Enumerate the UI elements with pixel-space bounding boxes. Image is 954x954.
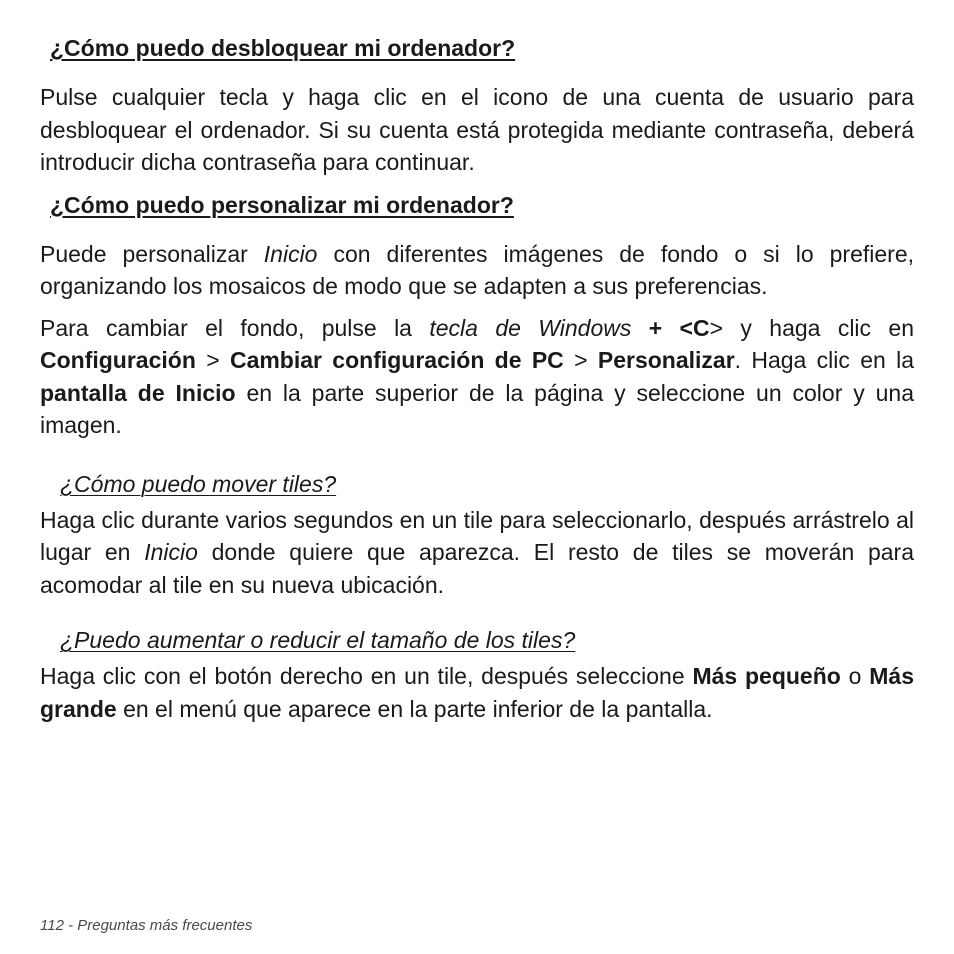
subsection-heading-resize-tiles: ¿Puedo aumentar o reducir el tamaño de los tiles? — [60, 627, 576, 653]
text-run: con diferentes imágenes de fondo o si lo prefiere, organizando los mosaicos de modo que se adapten a sus preferencias. — [40, 240, 914, 299]
section-heading-unlock: ¿Cómo puedo desbloquear mi ordenador? — [50, 35, 516, 61]
bold-mas-grande: Más grande — [40, 663, 915, 722]
bold-cambiar-configuracion: Cambiar configuración de PC — [229, 347, 564, 373]
text-run: > — [195, 347, 230, 373]
paragraph-unlock-text: Pulse cualquier tecla y haga clic en el icono de una cuenta de usuario para desbloquear el ordenador. Si su cuenta está protegida mediante contraseña, deberá introducir dicha contraseña para continuar. — [40, 84, 914, 175]
text-run: donde quiere que aparezca. El resto de tiles se moverán para acomodar al tile en su nueva ubicación. — [40, 539, 914, 598]
bold-mas-pequeno: Más pequeño — [692, 663, 841, 689]
subsection-heading-move-tiles: ¿Cómo puedo mover tiles? — [60, 470, 337, 497]
bold-plus: + < — [631, 314, 693, 341]
bold-configuracion: Configuración — [40, 347, 196, 373]
paragraph-move-tiles — [40, 504, 914, 602]
text-run: en el menú que aparece en la parte inferior de la pantalla. — [116, 695, 713, 722]
bold-personalizar: Personalizar — [597, 347, 735, 373]
section-heading-personalize: ¿Cómo puedo personalizar mi ordenador? — [50, 191, 514, 218]
document-page — [40, 0, 914, 725]
text-run: Puede personalizar — [40, 240, 264, 267]
italic-start-term: Inicio — [263, 240, 318, 267]
text-run: en la parte superior de la página y seleccione un color y una imagen. — [40, 379, 914, 438]
italic-inicio: Inicio — [144, 539, 198, 565]
text-run: > y haga clic en — [709, 314, 914, 341]
bold-key-c: C — [692, 314, 710, 341]
paragraph-unlock — [40, 81, 914, 179]
text-run: Haga clic durante varios segundos en un tile para seleccionarlo, después arrástrelo al lugar en — [40, 506, 914, 565]
paragraph-resize-tiles — [40, 660, 914, 725]
text-run: . Haga clic en la — [734, 347, 914, 373]
paragraph-change-background — [40, 312, 914, 442]
text-run: Haga clic con el botón derecho en un tile, después seleccione — [40, 663, 693, 689]
paragraph-personalize-start — [40, 238, 914, 303]
bold-pantalla-inicio: pantalla de Inicio — [40, 379, 236, 406]
italic-windows-key: tecla de Windows — [429, 314, 632, 341]
text-run: o — [840, 663, 870, 689]
page-footer: 112 - Preguntas más frecuentes — [40, 917, 253, 934]
text-run: Para cambiar el fondo, pulse la — [40, 314, 430, 341]
text-run: > — [563, 347, 598, 373]
